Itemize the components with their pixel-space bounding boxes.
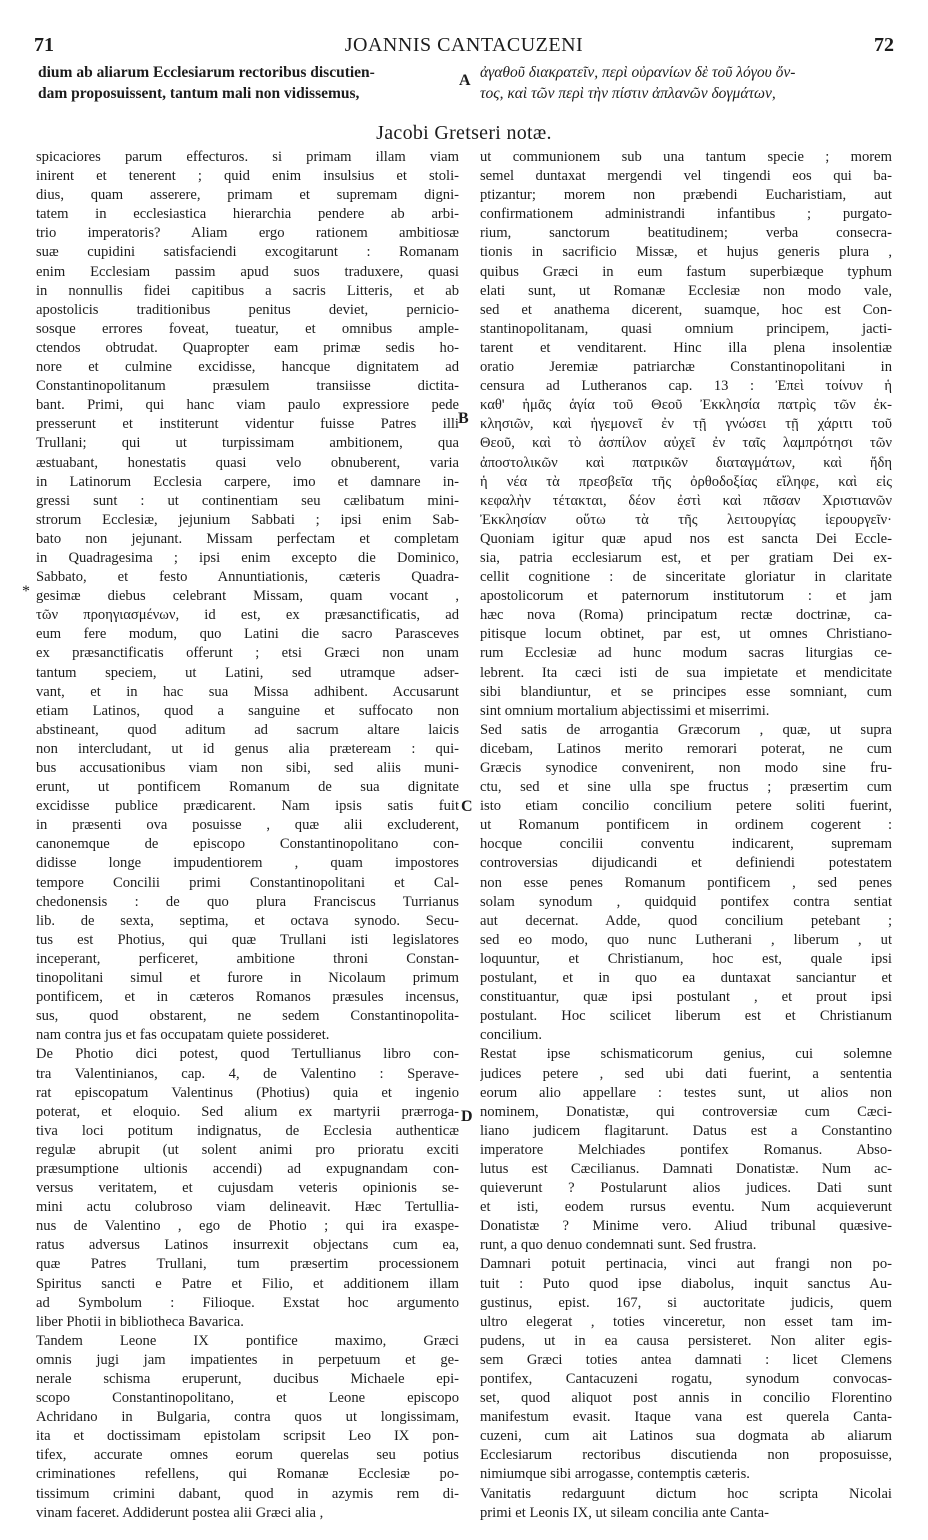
margin-letter-d: D xyxy=(461,1108,473,1125)
text-line: dium ab aliarum Ecclesiarum rectoribus discutien- xyxy=(38,64,375,81)
text-line: enim Ecclesiam passim apud suos traduxere, quasi xyxy=(36,263,459,280)
text-line: Θεοῦ, καὶ τὸ ἀσπίλον αὐχεῖ ἐν ταῖς λαμπρότησι τῶν xyxy=(480,435,892,452)
footnote-star-marker: * xyxy=(22,583,30,600)
text-line: poterat, et eloquio. Sed alium ex martyrii prærroga- xyxy=(36,1103,459,1120)
text-line: in Latinorum Ecclesia carpere, imo et damnare in- xyxy=(36,473,459,490)
text-line: suæ cupidini satisfaciendi excogitarunt : Romanam xyxy=(36,244,459,261)
right-column xyxy=(480,148,892,1523)
text-line: Spiritus sancti e Patre et Filio, et additionem illam xyxy=(36,1275,459,1292)
text-line: tifex, accurate omnes eorum querelas seu potius xyxy=(36,1447,459,1464)
text-line: isto etiam concilio concilium petere soliti fuerint, xyxy=(480,798,892,815)
text-line: erunt, ut pontificem Romanum de sua dignitate xyxy=(36,779,459,796)
margin-letter-b: B xyxy=(458,410,469,427)
text-line: controversias dijudicandi et definiendi potestatem xyxy=(480,855,892,872)
text-line: κεφαλὴν τέτακται, δέον ἐστὶ καὶ πᾶσαν Χριστιανῶν xyxy=(480,492,892,509)
text-line: τῶν προηγιασμένων, id est, ex præsanctificatis, ad xyxy=(36,607,459,624)
text-line: cellit cognitione : de sinceritate gloriatur in claritate xyxy=(480,569,892,586)
text-line: inirent et tenerent ; quid enim insulsius et stoli- xyxy=(36,168,459,185)
text-line: aut decernat. Adde, quod concilium petebant ; xyxy=(480,912,892,929)
text-line: præsumptione ultionis accendi) ad expugnandam con- xyxy=(36,1160,459,1177)
left-column xyxy=(36,148,459,1523)
text-line: elati sunt, ut Romanæ Ecclesiæ non modo vale, xyxy=(480,282,892,299)
text-line: tempore Concilii primi Constantinopolitani et Cal- xyxy=(36,874,459,891)
text-line: nerale schisma eruperunt, ducibus Michaele epi- xyxy=(36,1371,459,1387)
text-line: ctu, sed et sine ulla spe fructus ; præsertim cum xyxy=(480,779,892,796)
text-line: ἀγαθοῦ διακρατεῖν, περὶ οὐρανίων δὲ τοῦ λόγου ὄν- xyxy=(480,64,796,81)
text-line: imperatore Melchiades pontifex Romanus. Abso- xyxy=(480,1141,892,1158)
text-line: semel duntaxat mergendi vel tingendi eos qui ba- xyxy=(480,168,892,185)
text-line: sed eo modo, quo nunc Lutherani , liberum , ut xyxy=(480,931,892,948)
text-line: ultro elegerat , toties vinceretur, non esset tam im- xyxy=(480,1313,892,1330)
text-line: in nonnullis fidei capitibus a sacris Litteris, et ab xyxy=(36,282,459,299)
text-line: presserunt et institerunt videntur fuisse Patres illi xyxy=(36,416,459,433)
text-line: postulant, et in quo ea duntaxat sanciantur et xyxy=(480,970,892,987)
text-line: tiva loci potitum indignatus, de Ecclesia authenticæ xyxy=(36,1122,459,1139)
text-line: vant, et in hac sua Missa adhibent. Accusarunt xyxy=(36,683,459,700)
text-line: cuzeni, cum ait Latinos sua dogmata ab aliarum xyxy=(480,1428,892,1445)
text-line: sem Græci toties antea damnati : licet Clemens xyxy=(480,1351,892,1368)
text-line: tissimum crimini dabant, quod in azymis rem di- xyxy=(36,1485,459,1502)
text-line: abstineant, quod aditum ad sacrum altare laicis xyxy=(36,721,459,738)
text-line: etiam Latinos, quod a sanguine et suffocato non xyxy=(36,702,459,719)
text-line: eum fere modum, quo Latini die sacro Parasceves xyxy=(36,626,459,643)
text-line: primi et Leonis IX, ut sileam concilia ante Canta- xyxy=(480,1504,769,1521)
text-line: Græcis synodice convenirent, non modo sine fru- xyxy=(480,760,892,776)
page-number-right: 72 xyxy=(874,34,894,56)
text-line: tus est Photius, qui quæ Trullani isti legislatores xyxy=(36,931,459,948)
text-line: Trullani; qui ut turpissimam ambitionem, qua xyxy=(36,435,459,452)
text-line: quæ Patres Trullani, tum præsertim processionem xyxy=(36,1256,459,1273)
text-line: Ἐκκλησίαν οὕτω τὰ τῆς λειτουργίας ἱερουργεῖν· xyxy=(480,511,892,528)
text-line: pontifex, Cantacuzeni rogatu, synodum convocas- xyxy=(480,1371,892,1387)
text-line: ut communionem sub una tantum specie ; morem xyxy=(480,149,892,165)
text-line: τος, καὶ τῶν περὶ τὴν πίστιν ἀπλανῶν δογμάτων, xyxy=(480,85,776,102)
text-line: omnis jugi jam impatientes in perpetuum et ge- xyxy=(36,1351,459,1368)
text-line: nore et culmine excidisse, hancque dignitatem ad xyxy=(36,359,459,376)
text-line: lutus est Cæcilianus. Damnati Donatistæ. Num ac- xyxy=(480,1160,892,1177)
text-line: bant. Primi, qui hanc viam paulo expressiore pede xyxy=(36,397,459,414)
text-line: rium, sanctorum beatitudinem; verba consecra- xyxy=(480,225,892,242)
text-line: ctendos obtrudat. Quapropter eam primæ sedis ho- xyxy=(36,339,459,356)
text-line: non intercludant, ut id genus alia præteream : qui- xyxy=(36,740,459,757)
text-line: gressi sunt : ut continentiam seu cælibatum mini- xyxy=(36,492,459,509)
text-line: nominem, Donatistæ, qui controversiæ cum Cæci- xyxy=(480,1103,892,1120)
text-line: excidisse publice prædicarent. Nam ipsis satis fuit xyxy=(36,798,459,815)
text-line: Donatistæ ? Minime vero. Aliud tribunal quæsive- xyxy=(480,1218,892,1235)
text-line: eorum alio appellare : testes sunt, ut alios non xyxy=(480,1084,892,1101)
text-line: sus, quod obstarent, ne sedem Constantinopolita- xyxy=(36,1008,459,1025)
text-line: rat episcopatum Valentinus (Photius) quia et ingenio xyxy=(36,1084,459,1101)
text-line: Restat ipse schismaticorum genius, cui solemne xyxy=(480,1046,892,1063)
text-line: ἡ νέα τὰ πρεσβεῖα τῆς ὀρθοδοξίας εἴληφε, καὶ εἰς xyxy=(480,473,892,490)
text-line: apostolicis traditionibus penitus deviet, pernicio- xyxy=(36,301,459,318)
text-line: lebrent. Ita cæci isti de sua impietate et mendicitate xyxy=(480,664,892,681)
text-line: liano judicem flagitarunt. Datus est a Constantino xyxy=(480,1122,892,1139)
text-line: Damnari potuit pertinacia, vinci aut frangi non po- xyxy=(480,1256,892,1273)
text-line: liber Photii in bibliotheca Bavarica. xyxy=(36,1313,244,1330)
text-line: sint omnium mortalium abjectissimi et miserrimi. xyxy=(480,702,770,719)
text-line: dius, quam asserere, primam et supremam digni- xyxy=(36,187,459,204)
section-title: Jacobi Gretseri notæ. xyxy=(376,122,552,144)
text-line: κλησιῶν, καὶ ἡγεμονεῖ ἐν τῇ γνώσει τῇ χάριτι τοῦ xyxy=(480,416,892,433)
text-line: censura ad Lutheranos cap. 13 : Ἐπεὶ τοίνυν ἡ xyxy=(480,378,892,395)
text-line: ptizantur; morem non præbendi Eucharistiam, aut xyxy=(480,187,892,204)
text-line: hæc nova (Roma) principatum rectæ doctrinæ, ca- xyxy=(480,607,892,624)
text-line: strorum Ecclesiæ, jejunium Sabbati ; ipsi enim Sab- xyxy=(36,511,459,528)
text-line: didisse longe impudentiorem , quam impostores xyxy=(36,855,459,872)
running-title: JOANNIS CANTACUZENI xyxy=(344,34,584,56)
text-line: gustinus, epist. 167, si auctoritate judicis, quem xyxy=(480,1294,892,1311)
text-line: regulæ abrupit (ut solent animi pro prioratu exciti xyxy=(36,1141,459,1158)
text-line: ut Romanum pontificem in ordinem cogerent : xyxy=(480,817,892,834)
text-line: æstuabant, honestatis quasi velo obnuberent, varia xyxy=(36,454,459,471)
text-line: De Photio dici potest, quod Tertullianus libro con- xyxy=(36,1046,459,1063)
text-line: confirmationem administrandi infantibus ; purgato- xyxy=(480,206,892,223)
text-line: judices petere , sed ubi dati fuerint, a sententia xyxy=(480,1065,892,1082)
text-line: ἀποστολικῶν καὶ πατρικῶν διαταγμάτων, καὶ ἤδη xyxy=(480,454,892,471)
text-line: vinam faceret. Addiderunt postea alii Græci alia , xyxy=(36,1504,324,1521)
text-line: Sed satis de arrogantia Græcorum , quæ, ut supra xyxy=(480,721,892,738)
text-line: Sabbato, et festo Annuntiationis, cæteris Quadra- xyxy=(36,569,459,586)
text-line: nam contra jus et fas occupatam quiete possideret. xyxy=(36,1027,330,1044)
page-number-left: 71 xyxy=(34,34,54,56)
text-line: stantinopolitanam, quasi omnium principem, jacti- xyxy=(480,320,892,337)
text-line: versus veritatem, et cujusdam veteris opinionis se- xyxy=(36,1180,459,1197)
text-line: et isti, eodem rursus eventu. Num acquieverunt xyxy=(480,1199,892,1216)
text-line: tatem in ecclesiastica hierarchia pendere ab arbi- xyxy=(36,206,459,223)
text-line: pudens, ut in ea causa persisteret. Non aliter egis- xyxy=(480,1332,892,1349)
text-line: sia, patria ecclesiarum est, et per gratiam Dei ex- xyxy=(480,549,892,566)
text-line: tuit : Puto quod ipse diabolus, inquit sanctus Au- xyxy=(480,1275,892,1292)
text-line: quieverunt ? Postularunt alios judices. Dati sunt xyxy=(480,1180,892,1197)
text-line: ad Symbolum : Filioque. Exstat hoc argumento xyxy=(36,1294,459,1311)
latin-translation-top xyxy=(38,62,456,104)
greek-text-top xyxy=(480,62,892,104)
text-line: Quoniam igitur quæ apud nos est sancta Dei Eccle- xyxy=(480,530,892,547)
text-line: sibi blandiuntur, et se principes esse somniant, cum xyxy=(480,683,892,700)
text-line: hocque concilii conventu indicarent, supremam xyxy=(480,836,892,853)
text-line: canonemque de episcopo Constantinopolitano con- xyxy=(36,836,459,853)
text-line: pitisque locum obtinet, par est, ut omnes Christiano- xyxy=(480,626,892,643)
text-line: runt, a quo denuo condemnati sunt. Sed frustra. xyxy=(480,1237,757,1254)
text-line: in Quadragesima ; ipsi enim excepto die Dominico, xyxy=(36,549,459,566)
text-line: dicebam, Latinos merito remorari poterat, ne cum xyxy=(480,740,892,757)
text-line: oratio Jeremiæ patriarchæ Constantinopolitani in xyxy=(480,359,892,376)
text-line: in præsenti ova posuisse , quæ alii excluderent, xyxy=(36,817,459,834)
text-line: sed et anathema dicerent, suamque, hoc est Con- xyxy=(480,301,892,318)
text-line: tionis in sacrificio Missæ, et hujus generis plura , xyxy=(480,244,892,261)
text-line: lib. de sexta, septima, et octava synodo. Secu- xyxy=(36,912,459,929)
text-line: nimiumque sibi arrogasse, contemptis cæteris. xyxy=(480,1466,750,1483)
text-line: dam proposuissent, tantum mali non vidissemus, xyxy=(38,85,360,102)
text-line: Constantinopolitanum præsulem transiisse dictita- xyxy=(36,378,459,395)
text-line: tantum speciem, ut Latini, sed utramque adser- xyxy=(36,664,459,681)
text-line: constituantur, quæ ipsi postulant , et prout ipsi xyxy=(480,989,892,1006)
text-line: tinopolitani simul et furore in Nicolaum primum xyxy=(36,970,459,987)
text-line: Ecclesiarum rectoribus discutienda non proposuisse, xyxy=(480,1447,892,1464)
text-line: criminationes refellens, qui Romanæ Ecclesiæ po- xyxy=(36,1466,459,1483)
text-line: gesimæ diebus celebrant Missam, quam vocant , xyxy=(36,588,459,605)
text-line: spicaciores parum effecturos. si primam illam viam xyxy=(36,149,459,165)
text-line: καθ' ἡμᾶς ἁγία τοῦ Θεοῦ Ἐκκλησία πατρὶς τῶν ἐκ- xyxy=(480,397,892,414)
margin-letter-c: C xyxy=(461,798,473,815)
margin-letter-a: A xyxy=(459,72,471,89)
text-line: quibus Græci in eum fastum superbiæque typhum xyxy=(480,263,892,280)
text-line: nus de Valentino , ego de Photio ; qui ira exaspe- xyxy=(36,1218,459,1235)
text-line: rum Ecclesiæ ad hunc modum sacras liturgias ce- xyxy=(480,645,892,662)
text-line: pontificem, et in cæteros Romanos præsules incensus, xyxy=(36,989,459,1006)
text-line: trio imperatoris? Aliam ergo rationem ambitiosæ xyxy=(36,225,459,242)
text-line: bato non jejunant. Missam perfectam et completam xyxy=(36,530,459,547)
text-line: mini actu colubroso viam delineavit. Hæc Tertullia- xyxy=(36,1199,459,1216)
text-line: postulant. Hoc scilicet liberum est et Christianum xyxy=(480,1008,892,1025)
text-line: tarent et venditarent. Hinc illa plena insolentiæ xyxy=(480,339,892,356)
text-line: tra Valentinianos, cap. 4, de Valentino : Sperave- xyxy=(36,1065,459,1082)
text-line: bus accusationibus viam non sibi, sed aliis muni- xyxy=(36,760,459,776)
text-line: Tandem Leone IX pontifice maximo, Græci xyxy=(36,1332,459,1349)
text-line: non esse penes Romanum pontificem , sed penes xyxy=(480,874,892,891)
text-line: set, quod aliquot post annis in concilio Florentino xyxy=(480,1390,892,1407)
text-line: concilium. xyxy=(480,1027,543,1044)
text-line: ita et doctissimam epistolam scripsit Leo IX pon- xyxy=(36,1428,459,1445)
text-line: solam synodum , quidquid pontifex contra sentiat xyxy=(480,893,892,910)
text-line: inceperant, perficeret, ambitione throni Constan- xyxy=(36,950,459,967)
text-line: chedonensis : de quo plura Franciscus Turrianus xyxy=(36,893,459,910)
text-line: ratus adversus Latinos insurrexit objectans cum ea, xyxy=(36,1237,459,1254)
text-line: scopo Constantinopolitano, et Leone episcopo xyxy=(36,1390,459,1407)
running-head xyxy=(34,34,894,56)
text-line: loquuntur, et Christianum, hoc est, quale ipsi xyxy=(480,950,892,967)
text-line: sosque errores foveat, tueatur, et omnibus ample- xyxy=(36,320,459,337)
text-line: Vanitatis redarguunt dictum hoc scripta Nicolai xyxy=(480,1485,892,1502)
text-line: apostolicorum et paternorum institutorum : et jam xyxy=(480,588,892,605)
text-line: Achridano in Bulgaria, contra quos ut longissimam, xyxy=(36,1409,459,1426)
text-line: manifestum evasit. Itaque vana est querela Canta- xyxy=(480,1409,892,1426)
text-line: ex præsanctificatis offerunt ; etsi Græci non unam xyxy=(36,645,459,662)
